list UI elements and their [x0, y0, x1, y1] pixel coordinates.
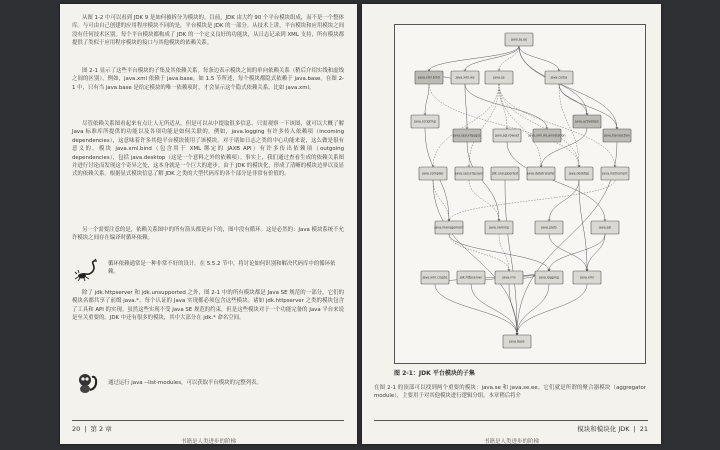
paragraph-4: 另一个需要注意的是，依赖关系图中的所有箭头都是向下的，图中没有循环。这是必然的：Java 模块系统不允许模块之间存在编译时循环依赖。	[72, 227, 344, 242]
module-node-label: java.transaction	[604, 133, 630, 138]
module-node-label: java.management	[434, 225, 464, 230]
module-node-label: jdk.unsupported	[491, 171, 519, 176]
page-number: 21	[639, 425, 648, 433]
dependency-edge-jdk_unsup-base	[505, 180, 517, 335]
module-node-label: java.compiler	[422, 171, 444, 176]
module-node-mgmt	[433, 221, 464, 234]
dependency-edge-xml_crypto-logging	[435, 271, 549, 284]
module-node-compiler	[419, 167, 447, 180]
dependency-edge-xml_ws-sec_jgss	[465, 84, 467, 129]
module-node-label: jdk.httpserver	[459, 275, 483, 280]
module-node-sql-rowset	[493, 129, 521, 142]
dependency-edge-xml_crypto-base	[435, 284, 517, 335]
module-node-se-ee	[505, 33, 533, 46]
module-node-label: java.se	[493, 75, 505, 80]
dependency-edge-se-datatransfer	[499, 84, 541, 167]
tip-list-modules: 通过运行 java --list-modules，可以获取平台模块的完整列表。	[108, 380, 262, 386]
dependency-edge-sql-logging	[549, 234, 605, 271]
running-footer: 书籍是人类进步的阶梯	[180, 439, 236, 444]
module-node-label: java.desktop	[568, 171, 590, 176]
module-node-label: java.logging	[539, 275, 559, 280]
dependency-edge-se-compiler	[433, 84, 499, 167]
module-node-label: java.rmi	[502, 275, 516, 280]
module-node-label: java.sql	[598, 225, 612, 230]
dependency-edge-xml_ws-jdk_annot	[465, 84, 547, 129]
module-node-label: java.base	[509, 339, 525, 344]
module-node-jdk-annot	[527, 129, 565, 142]
module-node-sec-jgss	[452, 129, 481, 142]
chapter-title: 模块和模块化 JDK	[577, 425, 630, 433]
figure-caption: 图 2-1：JDK 平台模块的子集	[394, 370, 475, 377]
scorpion-icon	[74, 256, 100, 282]
dependency-edge-sql-xml	[587, 234, 605, 271]
module-node-label: java.sql.rowset	[495, 133, 519, 138]
module-node-label: java.xml.crypto	[422, 275, 448, 280]
dependency-edge-rmi-base	[509, 284, 517, 335]
dependency-edge-se_ee-xml_bind	[429, 46, 519, 71]
module-node-jdk-http	[457, 271, 485, 284]
dependency-edge-xml_bind-desktop	[429, 84, 579, 167]
dependency-edge-se_ee-corba	[519, 46, 559, 71]
module-node-label: java.xml.ws.annotation	[528, 133, 566, 138]
module-node-label: java.activation	[575, 119, 599, 124]
module-node-xml-crypto	[421, 271, 449, 284]
chapter-label: 第 2 章	[90, 425, 112, 433]
paragraph-3: 尽管依赖关系图看起来有点让人无所适从，但是可以从中提取很多信息。只需观察一下该图，就可以大概了解 Java 标准库所提供的功能以及各项功能是如何关联的。例如，java.logging 有许多传入依赖项（incoming dependencies），这意味着许多其他平台模块使用了该模块。对于诸如日志之类的中心功能来说，这么做是很有意义的。模块 java.xml.bind（包含用于 XML 绑定的 JAXB API）有许多传出依赖项（outgoing dependencies），包括 java.desktop（这是一个意料之外的依赖项）。事实上，我们通过查看生成的依赖关系图并进行讨论而发现这个奇异之处，这本身就是一个巨大的进步。由于 JDK 的模块化，形成了清晰的模块边界以及显式的依赖关系。根据显式模块信息了解 JDK 之类的大型代码库的各个部分是非常有价值的。	[72, 121, 344, 178]
paragraph-5: 除了 jdk.httpserver 和 jdk.unsupported 之外，图 2-1 中的所有模块都是 Java SE 规范的一部分，它们的模块名都共享了前缀 java.*。每个认证的 Java 实现都必须包含这些模块。诸如 jdk.httpserver 之类的模块包含了工具和 API 的实现。虽然这些实现不受 Java SE 规范的约束，但是这些模块对于一个功能完备的 Java 平台来说是至关重要的。JDK 中还有很多的模块，其中大部分在 jdk.* 命名空间。	[72, 290, 344, 322]
dependency-edge-corba-activation	[559, 84, 587, 115]
module-node-label: java.corba	[550, 75, 568, 80]
module-node-se	[485, 71, 513, 84]
module-node-label: java.prefs	[541, 225, 557, 230]
dependency-edge-se-sec_sasl	[469, 84, 499, 167]
module-node-label: java.xml.ws	[455, 75, 475, 80]
page-number: 20	[72, 425, 81, 433]
module-node-datatransfer	[526, 167, 555, 180]
module-node-label: java.naming	[489, 225, 509, 230]
paragraph-right-1: 在图 2-1 的顶部可以找到两个重要的模块：java.se 和 java.se.ee。它们就是所谓的聚合器模块（aggregator module），主要用于对其他模块进行逻辑分组。本章稍后将介	[374, 385, 646, 400]
module-node-activation	[573, 115, 601, 128]
module-node-rmi	[495, 271, 523, 284]
page-footer-left: 20 | 第 2 章	[72, 420, 344, 433]
module-node-xml-bind	[415, 71, 443, 84]
dependency-edge-naming-rmi	[499, 234, 509, 271]
module-node-sec-sasl	[454, 167, 483, 180]
module-node-label: java.security.sasl	[455, 171, 483, 176]
module-node-label: java.instrument	[602, 171, 628, 176]
module-node-base	[503, 335, 531, 348]
module-node-label: java.scripting	[414, 119, 436, 124]
dependency-edge-desktop-prefs	[549, 180, 579, 221]
dependency-edge-logging-base	[517, 284, 549, 335]
dependency-edge-sec_sasl-naming	[469, 180, 499, 221]
module-node-desktop	[565, 167, 593, 180]
module-node-corba	[545, 71, 573, 84]
module-node-label: java.datatransfer	[527, 171, 555, 176]
paragraph-2: 图 2-1 显示了这些平台模块的子集及其依赖关系。每条边表示模块之间的单向依赖关系（稍后介绍实线和虚线之间的区别）。例如，java.xml 依赖于 java.base。如 1.5 节所述，每个模块都隐式依赖于 java.base。在图 2-1 中，只有当 java.base 是给定模块的唯一依赖项时，才会显示这个隐式依赖关系，比如 java.xml。	[72, 68, 344, 91]
dependency-edge-mgmt-logging	[449, 234, 549, 271]
dependency-edge-prefs-xml	[549, 234, 587, 271]
lemur-icon	[74, 370, 100, 396]
module-node-label: java.xml	[580, 275, 594, 280]
running-footer: 书籍是人类进步的阶梯	[483, 439, 539, 444]
dependency-edge-xml_bind-scripting	[425, 84, 429, 115]
module-node-logging	[535, 271, 563, 284]
module-node-instrument	[601, 167, 629, 180]
dependency-edge-xml-base	[517, 284, 587, 335]
module-node-prefs	[535, 221, 563, 234]
left-page	[60, 4, 357, 444]
module-node-label: java.security.jgss	[453, 133, 481, 138]
page-footer-right: 模块和模块化 JDK | 21	[374, 420, 648, 433]
tip-cyclic-dependency: 循环依赖通常是一种非常不好的设计。在 5.5.2 节中，将讨论如何识别和解决代码库中的循环依赖。	[108, 261, 336, 276]
module-node-label: java.xml.bind	[418, 75, 440, 80]
module-node-sql	[591, 221, 619, 234]
module-node-naming	[485, 221, 513, 234]
module-node-jdk-unsup	[491, 167, 519, 180]
module-node-xml	[573, 271, 601, 284]
module-node-label: java.se.ee	[510, 37, 528, 42]
dependency-edge-compiler-base	[433, 180, 517, 335]
dependency-edge-sec_jgss-naming	[467, 142, 499, 221]
paragraph-1: 从图 1-2 中可以看到 JDK 9 是如何被拆分为模块的。目前，JDK 由大约 90 个平台模块组成，而不是一个整体库。与可由自己创建的应用程序模块不同的是，平台模块是 JDK 的一部分。从技术上讲，平台模块和应用模块之间没有任何技术区别。每个平台模块都构成了 JDK 的一个定义良好的功能块，从日志记录到 XML 支持，所有模块都提供了类似于应用程序模块的接口与其他模块的依赖关系。	[72, 15, 344, 47]
module-node-tx	[603, 129, 631, 142]
dependency-edge-jdk_http-base	[471, 284, 517, 335]
module-node-scripting	[411, 115, 439, 128]
module-node-xml-ws	[451, 71, 479, 84]
module-dependency-diagram	[394, 24, 646, 364]
right-page	[362, 4, 661, 444]
dependency-edge-sql_rowset-sql	[507, 142, 605, 221]
